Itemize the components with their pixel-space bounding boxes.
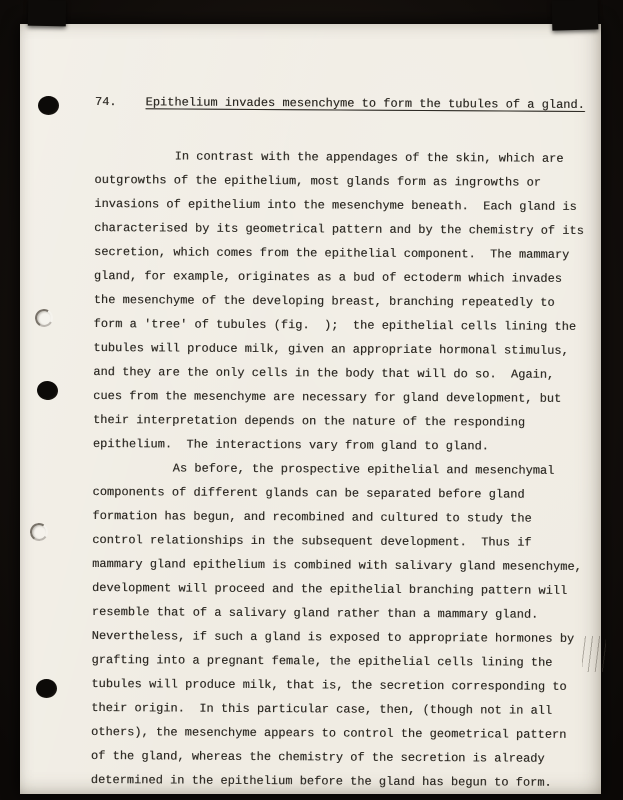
section-title: Epithelium invades mesenchyme to form the tubules of a gland. [145, 95, 585, 112]
punch-hole-filled-icon [36, 380, 59, 402]
body-paragraph-2: As before, the prospective epithelial and mesenchymal components of different glands can be separated before gland formation has begun, and recombined and cultured to study the control relationships in the subsequent development. Thus if mammary gland epithelium is combined with salivary gland mesenchyme, development will proceed and the epithelial branching pattern will resemble that of a salivary gland rather than a mammary gland. Nevertheless, if such a gland is exposed to appropriate hormones by grafting into a pregnant female, the epithelial cells lining the tubules will produce milk, that is, the secretion corresponding to their origin. In this particular case, then, (though not in all others), the mesenchyme appears to control the geometrical pattern of the gland, whereas the chemistry of the secretion is already determined in the epithelium before the gland has begun to form. [90, 461, 582, 790]
page-number: 74. [94, 94, 117, 110]
typewritten-text [91, 90, 597, 795]
pencil-smudge-icon [582, 636, 606, 672]
document-page [20, 24, 601, 794]
page-heading [95, 90, 597, 117]
punch-hole-filled-icon [38, 96, 59, 115]
punch-hole-embossed-icon [29, 522, 50, 543]
corner-tab-right [552, 0, 599, 31]
corner-tab-left [28, 0, 66, 26]
punch-hole-embossed-icon [33, 307, 55, 329]
body-paragraph-1: In contrast with the appendages of the skin, which are outgrowths of the epithelium, most glands form as ingrowths or invasions of epithelium into the mesenchyme beneath. Each gland is characterised by its geometrical pattern and by the chemistry of its secretion, which comes from the epithelial component. The mammary gland, for example, originates as a bud of ectoderm which invades the mesenchyme of the developing breast, branching repeatedly to form a 'tree' of tubules (fig. ); the epithelial cells lining the tubules will produce milk, given an appropriate hormonal stimulus, and they are the only cells in the body that will do so. Again, cues from the mesenchyme are necessary for gland development, but their interpretation depends on the nature of the responding epithelium. The interactions vary from gland to gland. [92, 149, 584, 454]
punch-hole-filled-icon [36, 679, 57, 698]
